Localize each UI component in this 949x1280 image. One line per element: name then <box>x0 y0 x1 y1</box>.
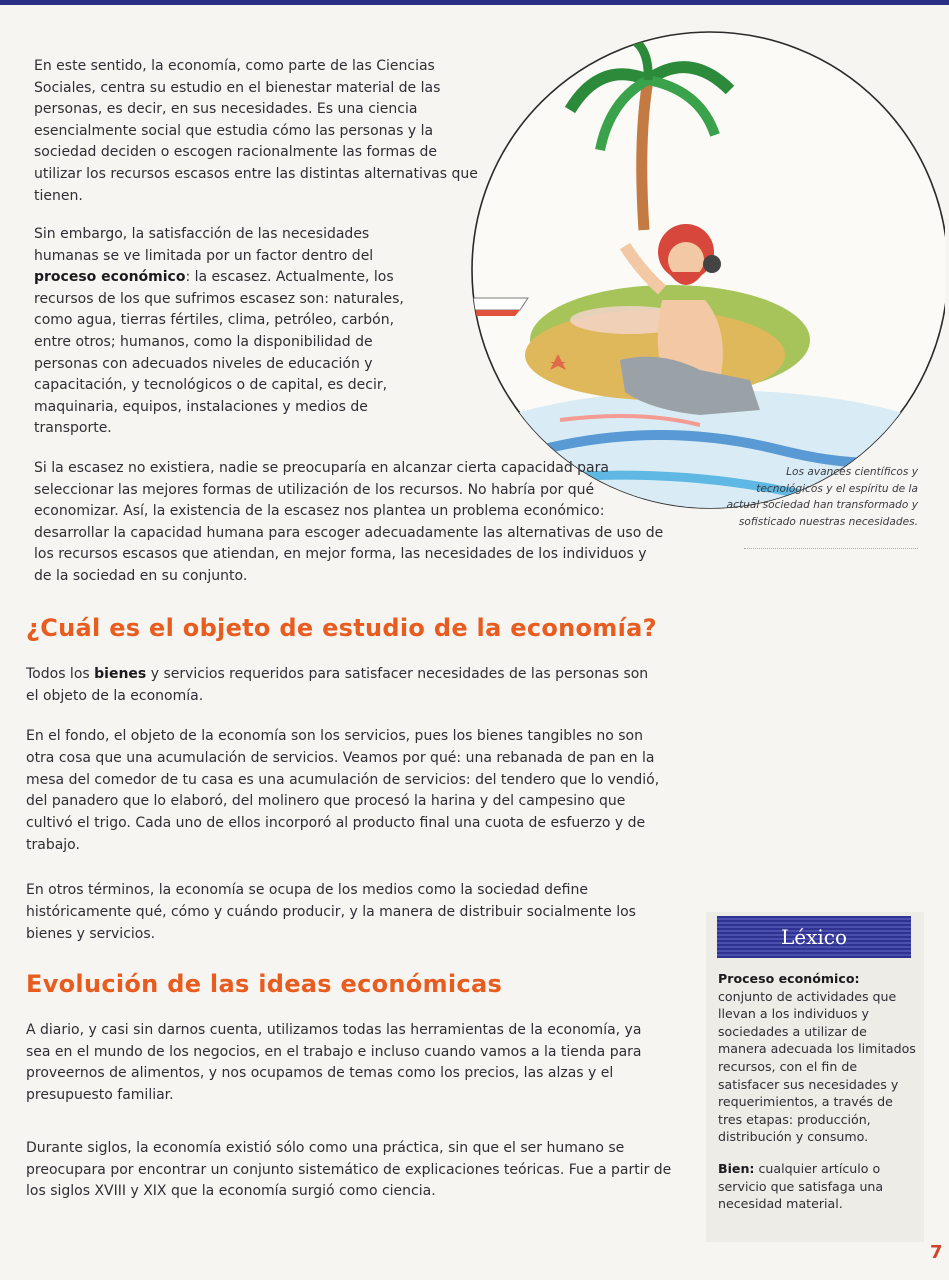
section1-paragraph-3 <box>26 880 666 945</box>
section1-paragraph-1-start: Todos los <box>26 666 95 682</box>
lexico-term-proceso-economico: Proceso económico: <box>718 971 860 986</box>
lexico-definition-bien <box>718 1160 916 1213</box>
lexico-definition-1-text: conjunto de actividades que llevan a los individuos y sociedades a utilizar de manera adecuada los limitados recursos, con el fin de satisfacer sus necesidades y requerimientos, a través de tres etapas: producción, distribución y consumo. <box>718 988 916 1145</box>
section1-paragraph-1 <box>26 664 662 707</box>
top-color-bar <box>0 0 949 5</box>
intro-paragraph-2-start: Sin embargo, la satisfacción de las necesidades humanas se ve limitada por un factor dentro del <box>34 226 374 264</box>
section1-paragraph-3-text: En otros términos, la economía se ocupa de los medios como la sociedad define históricamente qué, cómo y cuándo producir, y la manera de distribuir socialmente los bienes y servicios. <box>26 882 636 942</box>
caption-divider <box>744 548 918 549</box>
illustration-caption: Los avances científicos y tecnológicos y el espíritu de la actual sociedad han transformado y sofisticado nuestras necesidades. <box>726 466 918 528</box>
lexico-title: Léxico <box>717 916 911 958</box>
intro-paragraph-1-text: En este sentido, la economía, como parte de las Ciencias Sociales, centra su estudio en el bienestar material de las personas, es decir, en sus necesidades. Es una ciencia esencialmente social que estudia cómo las personas y la sociedad deciden o escogen racionalmente las formas de utilizar los recursos escasos entre las distintas alternativas que tienen. <box>34 58 478 204</box>
intro-paragraph-3-text: Si la escasez no existiera, nadie se preocuparía en alcanzar cierta capacidad para seleccionar las mejores formas de utilización de los recursos. No habría por qué economizar. Así, la existencia de la escasez nos plantea un problema económico: desarrollar la capacidad humana para escoger adecuadamente las alternativas de uso de los recursos escasos que atiendan, en mejor forma, las necesidades de los individuos y de la sociedad en su conjunto. <box>34 460 664 584</box>
bienes-bold-term: bienes <box>94 666 147 682</box>
section2-paragraph-1-text: A diario, y casi sin darnos cuenta, utilizamos todas las herramientas de la economía, ya sea en el mundo de los negocios, en el trabajo e incluso cuando vamos a la tienda para proveernos de alimentos, y nos ocupamos de temas como los precios, las alzas y el presupuesto familiar. <box>26 1022 642 1103</box>
intro-paragraph-2-rest: : la escasez. Actualmente, los recursos de los que sufrimos escasez son: naturales, como agua, tierras fértiles, clima, petróleo, carbón, entre otros; humanos, como la disponibilidad de personas con adecuados niveles de educación y capacitación, y tecnológicos o de capital, es decir, maquinaria, equipos, instalaciones y medios de transporte. <box>34 269 404 437</box>
page-number: 7 <box>930 1242 943 1263</box>
section-heading-objeto: ¿Cuál es el objeto de estudio de la economía? <box>26 614 657 642</box>
proceso-economico-bold-term: proceso económico <box>34 269 186 286</box>
lexico-definition-proceso-economico <box>718 970 916 1146</box>
lexico-definition-2-text: cualquier artículo o servicio que satisfaga una necesidad material. <box>718 1161 884 1212</box>
lexico-sidebar <box>706 912 924 1242</box>
section2-paragraph-1 <box>26 1020 670 1106</box>
castaway-illustration <box>400 20 945 530</box>
intro-paragraph-3 <box>34 458 668 588</box>
section1-paragraph-1-rest: y servicios requeridos para satisfacer necesidades de las personas son el objeto de la economía. <box>26 666 649 704</box>
section-heading-evolucion: Evolución de las ideas económicas <box>26 970 503 998</box>
section2-paragraph-2-text: Durante siglos, la economía existió sólo como una práctica, sin que el ser humano se preocupara por encontrar un conjunto sistemático de explicaciones teóricas. Fue a partir de los siglos XVIII y XIX que la economía surgió como ciencia. <box>26 1140 672 1200</box>
section1-paragraph-2 <box>26 726 666 857</box>
section2-paragraph-2 <box>26 1138 674 1203</box>
lexico-term-bien: Bien: <box>718 1161 755 1176</box>
section1-paragraph-2-text: En el fondo, el objeto de la economía son los servicios, pues los bienes tangibles no son otra cosa que una acumulación de servicios. Veamos por qué: una rebanada de pan en la mesa del comedor de tu casa es una acumulación de servicios: del tendero que lo vendió, del panadero que lo elaboró, del molinero que procesó la harina y del campesino que cultivó el trigo. Cada uno de ellos incorporó al producto final una cuota de esfuerzo y de trabajo. <box>26 728 660 853</box>
intro-paragraph-2 <box>34 224 418 440</box>
intro-paragraph-1 <box>34 56 480 207</box>
